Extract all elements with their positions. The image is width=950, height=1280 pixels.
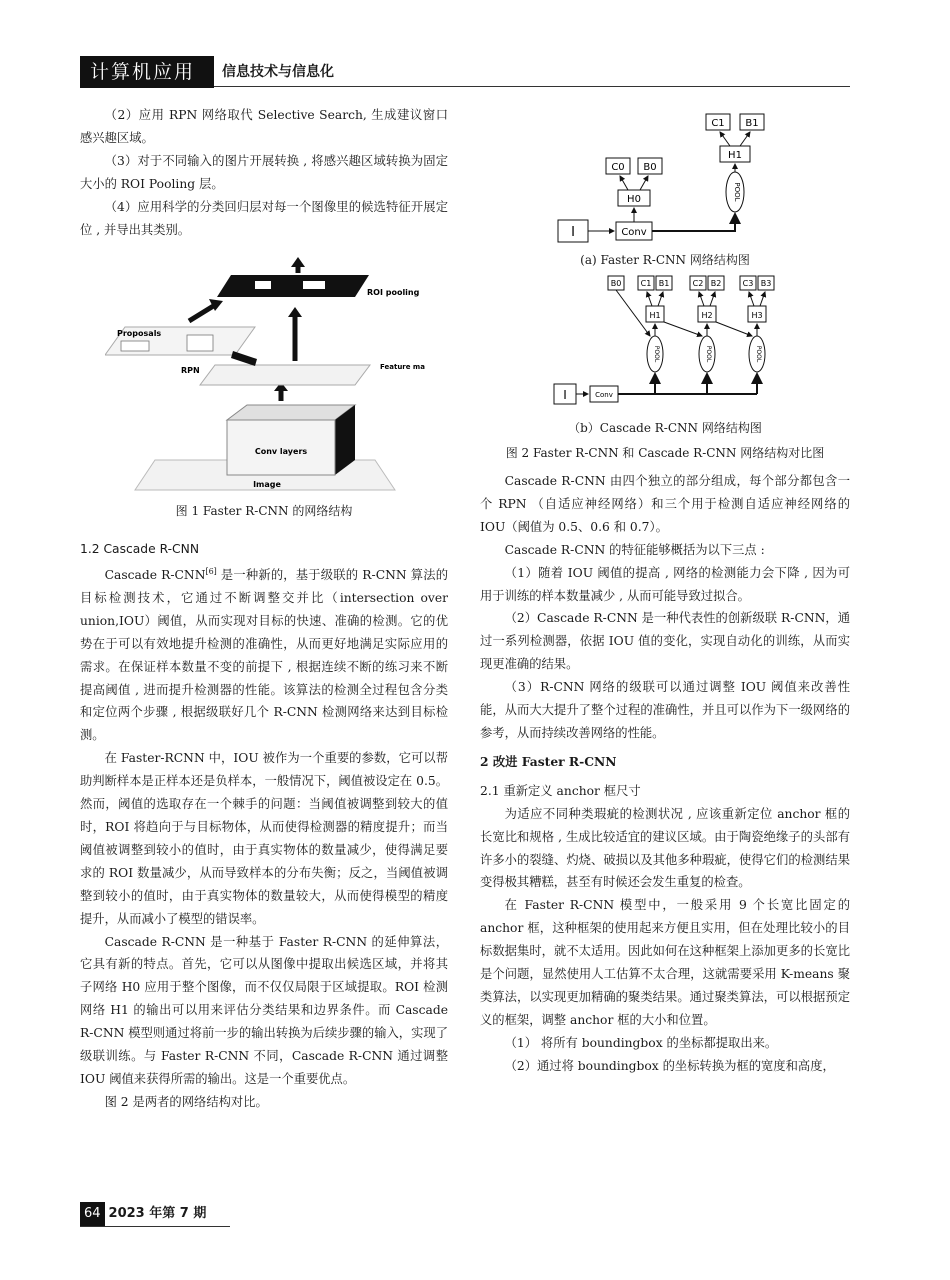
- left-column-body: [80, 538, 448, 1114]
- footer-rule: [80, 1226, 230, 1227]
- section-heading-2: 2 改进 Faster R-CNN: [480, 753, 617, 769]
- issue-label: 2023 年第 7 期: [108, 1206, 207, 1221]
- edge: [658, 292, 663, 306]
- label-pool: POOL: [653, 345, 660, 363]
- proposal-box: [121, 341, 149, 351]
- roi-cell: [303, 281, 325, 289]
- figure-1: [105, 255, 435, 500]
- citation: [6]: [205, 566, 217, 576]
- rpn-arrow: [231, 351, 257, 366]
- proposals-label: Proposals: [117, 329, 162, 338]
- section-heading-1-2: 1.2 Cascade R-CNN: [80, 542, 200, 556]
- label-b0: B0: [643, 162, 657, 173]
- edge: [616, 290, 650, 336]
- figure-2-caption: 图 2 Faster R-CNN 和 Cascade R-CNN 网络结构对比图: [505, 446, 825, 460]
- label-b3: B3: [760, 279, 772, 288]
- edge: [720, 132, 730, 146]
- paragraph: 为适应不同种类瑕疵的检测状况 , 应该重新定位 anchor 框的长宽比和规格 , 生成比较适宜的建议区域。由于陶瓷绝缘子的头部有许多小的裂缝、灼烧、破损以及其他多种瑕疵，使得它们的检测结果变得极其糟糕，甚至有时候还会发生重复的检查。: [480, 806, 850, 890]
- label-b2: B2: [710, 279, 722, 288]
- edge: [740, 132, 750, 146]
- feature-label: Feature ma: [380, 363, 425, 371]
- label-h0: H0: [627, 194, 641, 205]
- list-item: （2）应用 RPN 网络取代 Selective Search, 生成建议窗口感兴趣区域。: [80, 108, 448, 145]
- paragraph: （1）随着 IOU 阈值的提高 , 网络的检测能力会下降 , 因为可用于训练的样本数量减少 , 从而可能导致过拟合。: [480, 565, 850, 603]
- edge: [716, 322, 752, 336]
- label-pool: POOL: [705, 345, 712, 363]
- edge: [699, 292, 704, 306]
- arrow-head: [291, 257, 305, 267]
- edge: [652, 214, 735, 231]
- edge: [647, 292, 652, 306]
- edge: [640, 176, 648, 190]
- edge: [749, 292, 754, 306]
- label-b1: B1: [745, 118, 759, 129]
- rpn-label: RPN: [181, 366, 200, 375]
- paragraph: （2）Cascade R-CNN 是一种代表性的创新级联 R-CNN，通过一系列检测器，依据 IOU 值的变化，实现自动化的训练，从而实现更准确的结果。: [480, 611, 850, 672]
- label-b1: B1: [658, 279, 670, 288]
- arrow-proposals-roi: [189, 305, 215, 321]
- edge: [620, 176, 628, 190]
- term: Cascade R-CNN: [104, 568, 206, 582]
- label-input: I: [563, 388, 567, 402]
- label-b0: B0: [610, 279, 622, 288]
- roi-label: ROI pooling: [367, 288, 420, 297]
- edge: [710, 292, 715, 306]
- image-label: Image: [253, 480, 281, 489]
- paragraph: 在 Faster-RCNN 中，IOU 被作为一个重要的参数，它可以帮助判断样本是正样本还是负样本，一般情况下，阈值被设定在 0.5。然而，阈值的选取存在一个棘手的问题：当阈值被调整到较大的值时，ROI 将趋向于与目标物体，从而使得检测器的精度提升；而当阈值被调整到较小的值时，由于真实物体的数量减少，使得满足要求的 ROI 数量减少，从而导致样本的分布失衡；反之，当阈值被调整到较小的值时，由于真实物体的数量较大，从而使得模型的精度提升，从而减小了模型的错误率。: [80, 751, 448, 926]
- paragraph: 在 Faster R-CNN 模型中，一般采用 9 个长宽比固定的 anchor 框，这种框架的使用起来方便且实用，但在处理比较小的目标数据集时，就不太适用。因此如何在这种框架上添加更多的长宽比是个问题，显然使用人工估算不太合理，这就需要采用 K-means 聚类算法，以实现更加精确的聚类结果。通过聚类算法，可以根据预定义的框架，调整 anchor 框的大小和位置。: [480, 898, 850, 1027]
- section-heading-2-1: 2.1 重新定义 anchor 框尺寸: [480, 783, 641, 798]
- paragraph: [80, 561, 448, 747]
- journal-name: 计算机应用: [80, 56, 214, 88]
- section-name: 信息技术与信息化: [222, 64, 334, 80]
- proposal-box: [187, 335, 213, 351]
- feature-map-plane: [200, 365, 370, 385]
- conv-label: Conv layers: [254, 447, 308, 456]
- conv-cube-top: [227, 405, 355, 420]
- roi-cell: [255, 281, 271, 289]
- page-footer: [80, 1202, 206, 1226]
- label-c1: C1: [711, 118, 725, 129]
- label-pool: POOL: [755, 345, 762, 363]
- right-column: [480, 470, 850, 1078]
- label-h1: H1: [649, 311, 661, 320]
- paragraph-text: 是一种新的，基于级联的 R-CNN 算法的目标检测技术，它通过不断调整交并比（intersection over union,IOU）阈值，从而实现对目标的快速、准确的检测。它的优势在于可以有效地提升检测的准确性，从而更好地满足实际应用的需求。在保证样本数量不变的前提下 , 根据连续不断的练习来不断提高阈值 , 进而提升检测器的性能。该算法的检测全过程包含分类和定位两个步骤 , 根据级联好几个 R-CNN 检测网络来达到目标检测。: [80, 568, 448, 743]
- paragraph: 图 2 是两者的网络结构对比。: [104, 1094, 268, 1109]
- header-rule: [214, 86, 850, 87]
- paragraph: （2）通过将 boundingbox 的坐标转换为框的宽度和高度，: [504, 1058, 835, 1073]
- figure-1-caption: 图 1 Faster R-CNN 的网络结构: [175, 504, 353, 518]
- figure-2a: [550, 104, 800, 250]
- label-input: I: [571, 225, 575, 240]
- page-header: [80, 56, 850, 88]
- arrow-head: [288, 307, 302, 317]
- paragraph: Cascade R-CNN 的特征能够概括为以下三点 :: [504, 542, 765, 557]
- label-conv: Conv: [595, 391, 613, 399]
- figure-2b-caption: （b）Cascade R-CNN 网络结构图: [568, 421, 762, 435]
- label-c3: C3: [742, 279, 754, 288]
- list-item: （4）应用科学的分类回归层对每一个图像里的候选特征开展定位 , 并导出其类别。: [80, 199, 448, 237]
- figure-2b: [550, 272, 800, 412]
- label-h1: H1: [728, 150, 742, 161]
- label-pool: POOL: [733, 182, 741, 202]
- paragraph: Cascade R-CNN 是一种基于 Faster R-CNN 的延伸算法，它具有新的特点。首先，它可以从图像中提取出候选区域，并将其子网络 H0 应用于整个图像，而不仅仅局限于区域提取。ROI 检测网络 H1 的输出可以用来评估分类结果和边界条件。而 Cascade R-CNN 模型则通过将前一步的输出转换为后续步骤的输入，实现了级联训练。与 Faster R-CNN 不同，Cascade R-CNN 通过调整 IOU 阈值来获得所需的输出。这是一个重要优点。: [80, 934, 448, 1086]
- label-h3: H3: [751, 311, 763, 320]
- paragraph: （1） 将所有 boundingbox 的坐标都提取出来。: [504, 1035, 778, 1050]
- list-item: （3）对于不同输入的图片开展转换 , 将感兴趣区域转换为固定大小的 ROI Pooling 层。: [80, 153, 448, 191]
- left-column: [80, 104, 448, 241]
- label-h2: H2: [701, 311, 713, 320]
- figure-2a-caption: (a) Faster R-CNN 网络结构图: [580, 253, 750, 267]
- label-c2: C2: [692, 279, 704, 288]
- label-c1: C1: [640, 279, 652, 288]
- roi-pooling-plane: [217, 275, 369, 297]
- paragraph: （3）R-CNN 网络的级联可以通过调整 IOU 阈值来改善性能，从而大大提升了整个过程的准确性，并且可以作为下一级网络的参考，从而持续改善网络的性能。: [480, 680, 850, 740]
- page-number: 64: [80, 1202, 105, 1226]
- edge: [760, 292, 765, 306]
- edge: [664, 322, 702, 336]
- label-conv: Conv: [621, 227, 647, 238]
- paragraph: Cascade R-CNN 由四个独立的部分组成，每个部分都包含一个 RPN （自适应神经网络）和三个用于检测自适应神经网络的 IOU（阈值为 0.5、0.6 和 0.7）。: [480, 474, 850, 534]
- label-c0: C0: [611, 162, 625, 173]
